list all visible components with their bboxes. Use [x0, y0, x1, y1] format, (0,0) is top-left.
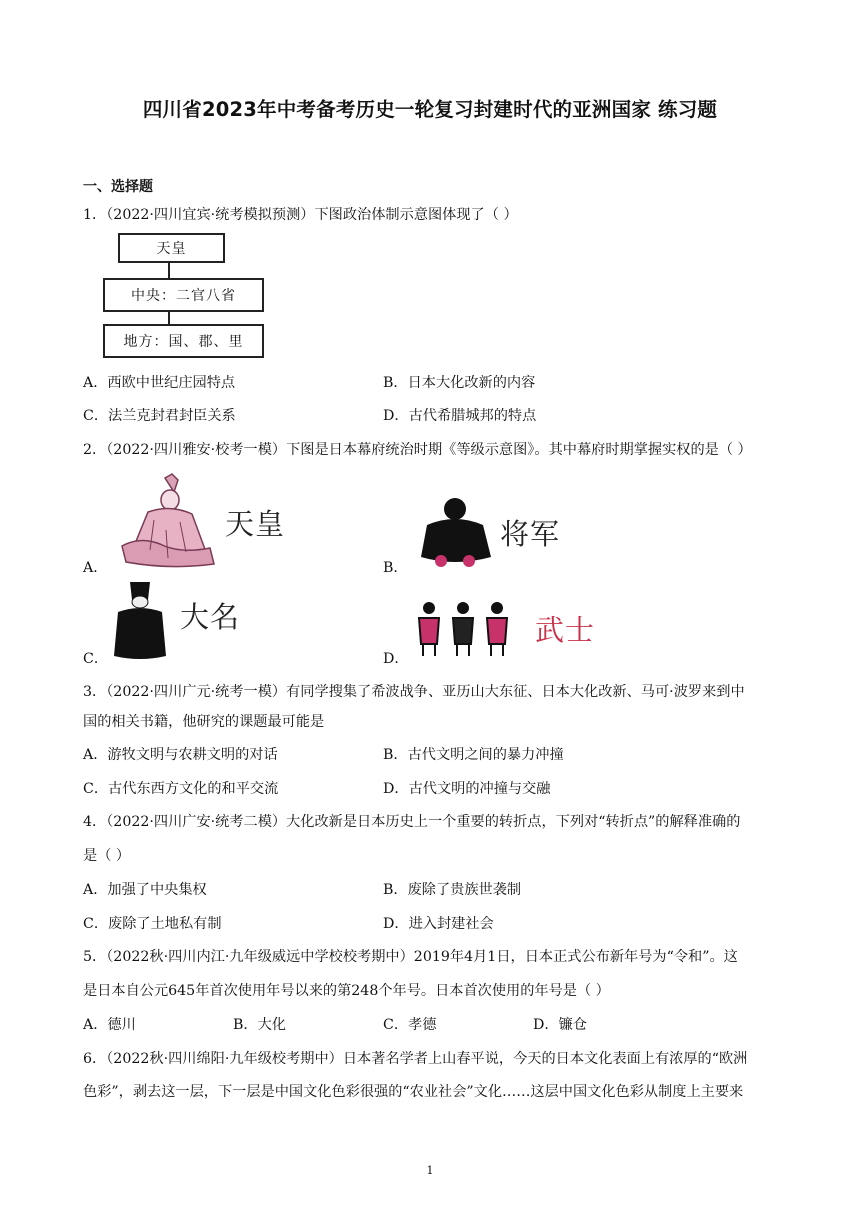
q3-option-d: D．古代文明的冲撞与交融	[383, 781, 551, 797]
q1-stem: 1．（2022·四川宜宾·统考模拟预测）下图政治体制示意图体现了（ ）	[83, 207, 518, 223]
q4-stem-line2: 是（ ）	[83, 848, 131, 864]
q4-option-c: C．废除了土地私有制	[83, 916, 222, 932]
q3-option-c: C．古代东西方文化的和平交流	[83, 781, 279, 797]
q4-option-a: A．加强了中央集权	[83, 882, 207, 898]
chart-box-emperor	[118, 233, 225, 263]
chart-box-central	[103, 278, 264, 312]
chart-box-central-label: 中央：二官八省	[131, 288, 236, 304]
q5-option-c: C．孝德	[383, 1017, 437, 1033]
samurai-figure-label: 武士	[535, 613, 596, 647]
emperor-figure-label: 天皇	[225, 507, 286, 541]
q2-stem: 2．（2022·四川雅安·校考一模）下图是日本幕府统治时期《等级示意图》。其中幕府时期掌握实权的是（ ）	[83, 442, 752, 458]
page-title: 四川省2023年中考备考历史一轮复习封建时代的亚洲国家 练习题	[142, 98, 718, 121]
q5-option-a: A．德川	[83, 1017, 136, 1033]
q4-option-b: B．废除了贵族世袭制	[383, 882, 522, 898]
chart-connector	[168, 310, 170, 324]
chart-connector	[168, 261, 170, 278]
chart-box-emperor-label: 天皇	[156, 241, 187, 257]
q3-stem-line1: 3．（2022·四川广元·统考一模）有同学搜集了希波战争、亚历山大东征、日本大化改新、马可·波罗来到中	[83, 684, 745, 700]
q4-option-d: D．进入封建社会	[383, 916, 494, 932]
samurai-figure	[415, 598, 525, 662]
q3-option-a: A．游牧文明与农耕文明的对话	[83, 747, 278, 763]
q2-option-a-label: A．	[83, 560, 108, 576]
daimyo-figure	[110, 580, 170, 665]
q1-option-c: C．法兰克封君封臣关系	[83, 408, 236, 424]
q1-option-a: A．西欧中世纪庄园特点	[83, 375, 236, 391]
q2-option-b-label: B．	[383, 560, 408, 576]
q1-option-b: B．日本大化改新的内容	[383, 375, 536, 391]
q2-option-c-label: C．	[83, 651, 109, 667]
q1-option-d: D．古代希腊城邦的特点	[383, 408, 537, 424]
q4-stem-line1: 4．（2022·四川广安·统考二模）大化改新是日本历史上一个重要的转折点，下列对“转折点”的解释准确的	[83, 814, 741, 830]
daimyo-figure-label: 大名	[180, 600, 241, 634]
q6-stem-line1: 6．（2022秋·四川绵阳·九年级校考期中）日本著名学者上山春平说，今天的日本文化表面上有浓厚的“欧洲	[83, 1051, 748, 1067]
q2-option-d-label: D．	[383, 651, 409, 667]
section-heading: 一、选择题	[83, 179, 153, 195]
q5-option-b: B．大化	[233, 1017, 286, 1033]
q5-stem-line1: 5．（2022秋·四川内江·九年级威远中学校校考期中）2019年4月1日，日本正式公布新年号为“令和”。这	[83, 949, 738, 965]
q6-stem-line2: 色彩”，剥去这一层，下一层是中国文化色彩很强的“农业社会”文化……这层中国文化色彩从制度上主要来	[83, 1084, 744, 1100]
q5-option-d: D．镰仓	[533, 1017, 587, 1033]
q5-stem-line2: 是日本自公元645年首次使用年号以来的第248个年号。日本首次使用的年号是（ ）	[83, 983, 610, 999]
page-number: 1	[426, 1164, 434, 1177]
shogun-figure	[415, 495, 495, 575]
shogun-figure-label: 将军	[500, 517, 561, 551]
chart-box-local-label: 地方：国、郡、里	[123, 334, 244, 350]
chart-box-local	[103, 324, 264, 358]
q3-stem-line2: 国的相关书籍，他研究的课题最可能是	[83, 714, 325, 730]
q3-option-b: B．古代文明之间的暴力冲撞	[383, 747, 564, 763]
